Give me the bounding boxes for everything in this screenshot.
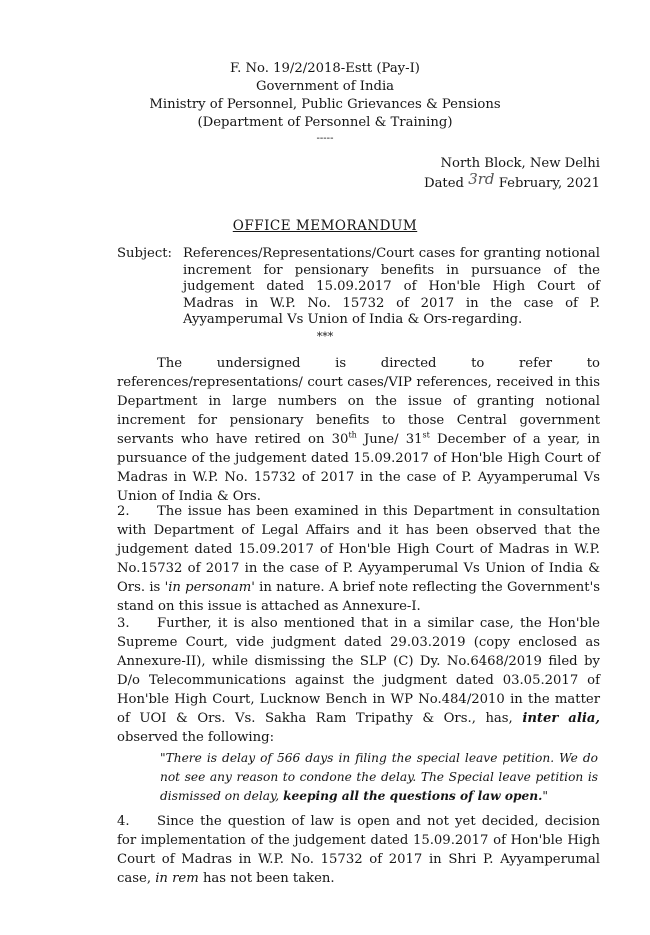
department-name: (Department of Personnel & Training)	[197, 115, 453, 130]
paragraph-4	[117, 812, 600, 888]
quote-text-a: "There is delay of 566 days in filing the special leave petition. We do not see any reason to condone the delay. The Special leave petition is dismissed on delay,	[160, 751, 598, 803]
para2-text-b: in nature. A brief note reflecting the Government's stand on this issue is attached as Annexure-I.	[117, 580, 600, 614]
paragraph-2	[117, 502, 600, 616]
separator-stars: ***	[316, 330, 334, 343]
quote-text-b: "	[542, 789, 549, 803]
para2-italic: 'in personam'	[164, 580, 255, 595]
date-prefix: Dated	[424, 176, 464, 191]
header-divider: -----	[316, 133, 334, 144]
quoted-judgment	[160, 749, 598, 806]
government-name: Government of India	[255, 79, 395, 94]
place-line: North Block, New Delhi	[440, 156, 600, 171]
letter-header	[0, 60, 650, 146]
para4-text-b: has not been taken.	[198, 871, 335, 886]
para3-bold-italic: inter alia,	[522, 711, 600, 726]
para1-text-c: December of a year, in pursuance of the judgement dated 15.09.2017 of Hon'ble High Court of Madras in W.P. No. 15732 of 2017 in the case of P. Ayyamperumal Vs Union of India & Ors.	[117, 432, 601, 504]
handwritten-day: 3rd	[468, 170, 495, 188]
date-line	[424, 170, 600, 193]
para1-sup-th: th	[348, 430, 357, 440]
date-month-year: February, 2021	[498, 176, 600, 191]
file-number: F. No. 19/2/2018-Estt (Pay-I)	[230, 61, 420, 76]
subject-block	[117, 246, 600, 329]
subject-label: Subject:	[117, 246, 172, 261]
para2-number: 2.	[117, 504, 130, 519]
para4-number: 4.	[117, 814, 130, 829]
para1-text-b: June/ 31	[356, 432, 423, 447]
para3-text-a: Further, it is also mentioned that in a similar case, the Hon'ble Supreme Court, vide judgment dated 29.03.2019 (copy enclosed as Annexure-II), while dismissing the SLP (C) Dy. No.6468/2019 filed by D/o Telecommunications against the judgment dated 03.05.2017 of Hon'ble High Court, Lucknow Bench in WP No.484/2010 in the matter of UOI & Ors. Vs. Sakha Ram Tripathy & Ors., has,	[117, 616, 600, 726]
para4-text-a: Since the question of law is open and not yet decided, decision for implementation of the judgement dated 15.09.2017 of Hon'ble High Court of Madras in W.P. No. 15732 of 2017 in Shri P. Ayyamperumal case,	[117, 814, 600, 886]
para3-number: 3.	[117, 616, 130, 631]
paragraph-3	[117, 614, 600, 747]
para2-text-a: The issue has been examined in this Department in consultation with Department of Legal Affairs and it has been observed that the judgement dated 15.09.2017 of Hon'ble High Court of Madras in W.P. No.15732 of 2017 in the case of P. Ayyamperumal Vs Union of India & Ors. is	[117, 504, 600, 595]
para3-text-b: observed the following:	[117, 730, 275, 745]
ministry-name: Ministry of Personnel, Public Grievances & Pensions	[149, 97, 501, 112]
document-title: OFFICE MEMORANDUM	[232, 218, 418, 234]
para1-sup-st: st	[422, 430, 430, 440]
quote-bold: keeping all the questions of law open.	[283, 789, 543, 803]
paragraph-1	[117, 354, 600, 506]
subject-text: References/Representations/Court cases for granting notional increment for pensionary benefits in pursuance of the judgement dated 15.09.2017 of Hon'ble High Court of Madras in W.P. No. 15732 of 2017 in the case of P. Ayyamperumal Vs Union of India & Ors-regarding.	[183, 246, 600, 328]
para4-italic: in rem	[155, 871, 199, 886]
para1-text-a: The undersigned is directed to refer to references/representations/ court cases/VIP references, received in this Department in large numbers on the issue of granting notional increment for pensionary benefits to those Central government servants who have retired on 30	[117, 356, 600, 447]
